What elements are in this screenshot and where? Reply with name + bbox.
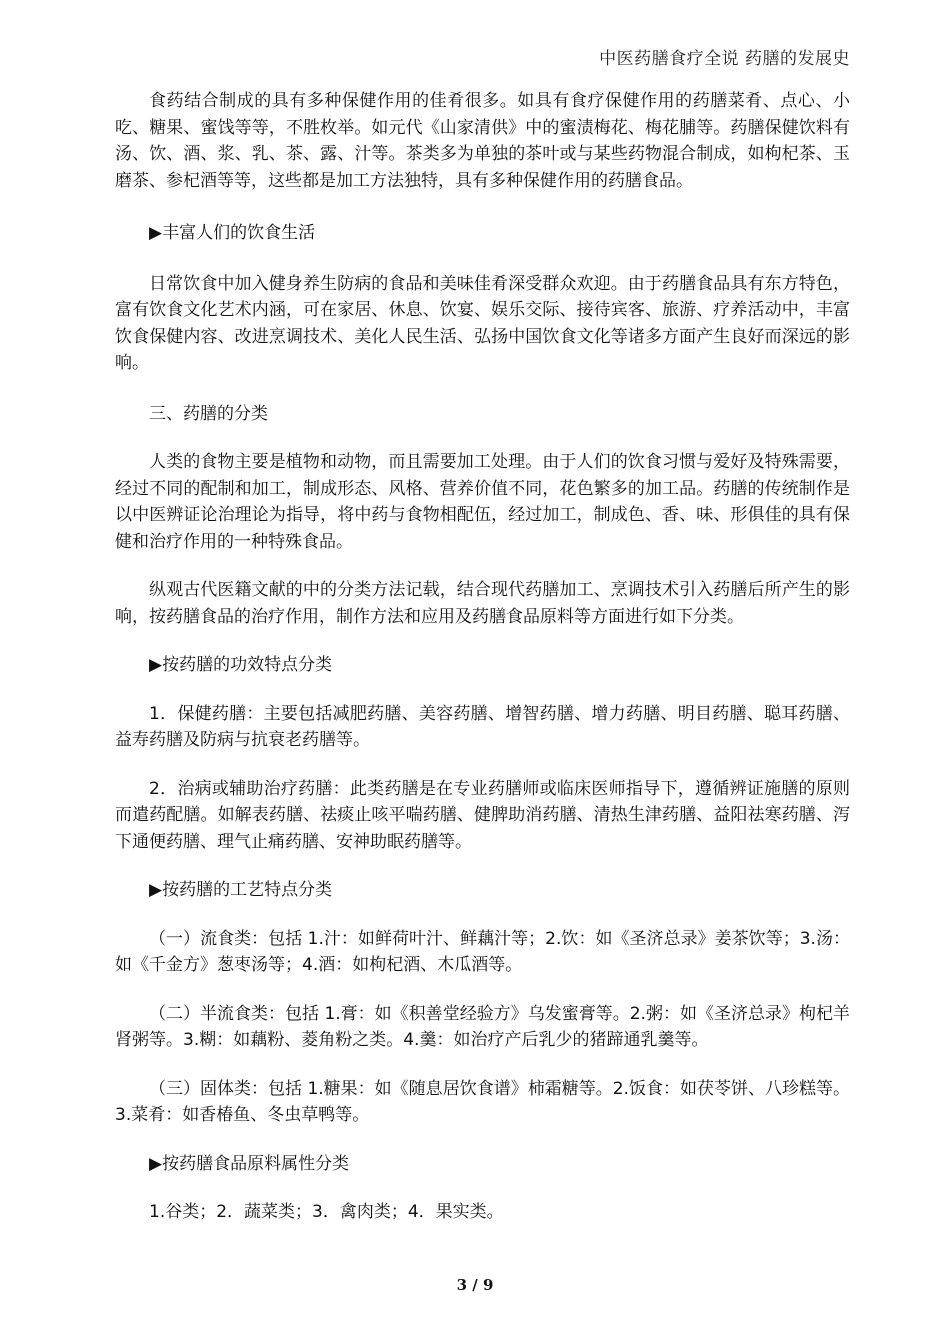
list-item: 2．治病或辅助治疗药膳：此类药膳是在专业药膳师或临床医师指导下，遵循辨证施膳的原则而遣药配膳。如解表药膳、祛痰止咳平喘药膳、健脾助消药膳、清热生津药膳、益阳祛寒药膳、泻下通便药膳、理气止痛药膳、安神助眠药膳等。 [115, 778, 850, 852]
list-item: （二）半流食类：包括 1.膏：如《积善堂经验方》乌发蜜膏等。2.粥：如《圣济总录》枸杞羊肾粥等。3.糊：如藕粉、菱角粉之类。4.羹：如治疗产后乳少的猪蹄通乳羹等。 [115, 1003, 850, 1050]
section-heading: ▶按药膳食品原料属性分类 [149, 1153, 350, 1174]
paragraph: 人类的食物主要是植物和动物，而且需要加工处理。由于人们的饮食习惯与爱好及特殊需要，经过不同的配制和加工，制成形态、风格、营养价值不同，花色繁多的加工品。药膳的传统制作是以中医辨证论治理论为指导，将中药与食物相配伍，经过加工，制成色、香、味、形俱佳的具有保健和治疗作用的一种特殊食品。 [115, 452, 850, 552]
document-body [115, 88, 850, 1226]
section-heading: ▶按药膳的功效特点分类 [149, 655, 333, 675]
paragraph: 食药结合制成的具有多种保健作用的佳肴很多。如具有食疗保健作用的药膳菜肴、点心、小吃、糖果、蜜饯等等，不胜枚举。如元代《山家清供》中的蜜渍梅花、梅花脯等。药膳保健饮料有汤、饮、酒、浆、乳、茶、露、汁等。茶类多为单独的茶叶或与某些药物混合制成，如枸杞茶、玉磨茶、参杞酒等等，这些都是加工方法独特，具有多种保健作用的药膳食品。 [115, 91, 850, 191]
section-heading: ▶丰富人们的饮食生活 [149, 223, 316, 243]
running-header: 中医药膳食疗全说 药膳的发展史 [599, 49, 850, 69]
chapter-heading: 三、药膳的分类 [149, 403, 268, 424]
section-heading: ▶按药膳的工艺特点分类 [149, 880, 333, 900]
list-item: （一）流食类：包括 1.汁：如鲜荷叶汁、鲜藕汁等；2.饮：如《圣济总录》姜茶饮等；3.汤：如《千金方》葱枣汤等；4.酒：如枸杞酒、木瓜酒等。 [115, 928, 850, 975]
paragraph: 纵观古代医籍文献的中的分类方法记载，结合现代药膳加工、烹调技术引入药膳后所产生的影响，按药膳食品的治疗作用，制作方法和应用及药膳食品原料等方面进行如下分类。 [115, 580, 850, 627]
list-item: 1．保健药膳：主要包括减肥药膳、美容药膳、增智药膳、增力药膳、明目药膳、聪耳药膳、益寿药膳及防病与抗衰老药膳等。 [115, 703, 850, 750]
list-item: （三）固体类：包括 1.糖果：如《随息居饮食谱》柿霜糖等。2.饭食：如茯苓饼、八珍糕等。3.菜肴：如香椿鱼、冬虫草鸭等。 [115, 1078, 850, 1125]
page-number: 3 / 9 [456, 1276, 494, 1294]
list-item: 1.谷类；2．蔬菜类；3．禽肉类；4．果实类。 [149, 1202, 504, 1222]
paragraph: 日常饮食中加入健身养生防病的食品和美味佳肴深受群众欢迎。由于药膳食品具有东方特色，富有饮食文化艺术内涵，可在家居、休息、饮宴、娱乐交际、接待宾客、旅游、疗养活动中，丰富饮食保健内容、改进烹调技术、美化人民生活、弘扬中国饮食文化等诸多方面产生良好而深远的影响。 [115, 273, 850, 373]
